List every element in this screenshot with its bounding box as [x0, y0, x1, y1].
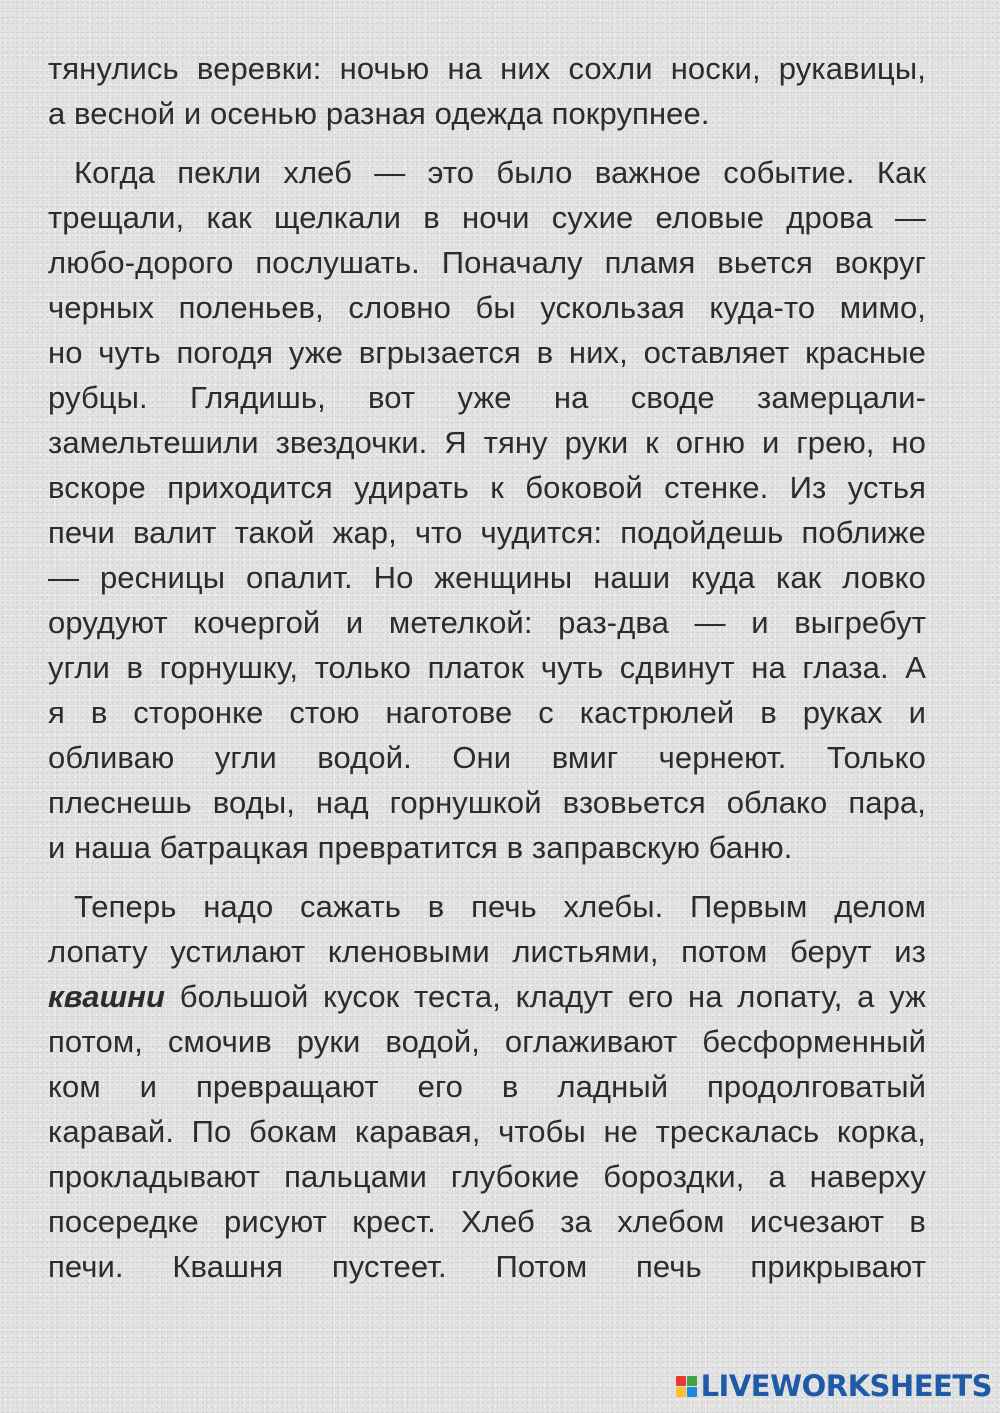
liveworksheets-logo-icon	[676, 1376, 697, 1397]
text-line: а весной и осенью разная одежда покрупнее.	[48, 96, 710, 131]
text-line: Когда пекли хлеб — это было важное событие. Как	[74, 155, 926, 190]
text-line: — ресницы опалит. Но женщины наши куда как ловко	[48, 560, 926, 595]
text-line: угли в горнушку, только платок чуть сдвинут на глаза. А	[48, 650, 926, 685]
paragraph-gap	[48, 136, 926, 150]
text-line: рубцы. Глядишь, вот уже на своде замерцали-	[48, 380, 926, 415]
text-line: плеснешь воды, над горнушкой взовьется облако пара,	[48, 785, 926, 820]
text-line: но чуть погодя уже вгрызается в них, оставляет красные	[48, 335, 926, 370]
emphasized-word: квашни	[48, 979, 166, 1014]
text-line: потом, смочив руки водой, оглаживают бесформенный	[48, 1024, 926, 1059]
text-line: прокладывают пальцами глубокие бороздки, а наверху	[48, 1159, 926, 1194]
text-line: орудуют кочергой и метелкой: раз-два — и выгребут	[48, 605, 926, 640]
paragraph-gap	[48, 870, 926, 884]
document-page	[48, 46, 926, 1289]
text-line	[48, 974, 926, 1019]
text-line: любо-дорого послушать. Поначалу пламя вьется вокруг	[48, 245, 926, 280]
text-line: каравай. По бокам каравая, чтобы не трескалась корка,	[48, 1114, 926, 1149]
text-line: вскоре приходится удирать к боковой стенке. Из устья	[48, 470, 926, 505]
text-line: лопату устилают кленовыми листьями, потом берут из	[48, 934, 926, 969]
text-line: посередке рисуют крест. Хлеб за хлебом исчезают в	[48, 1204, 926, 1239]
text-line: обливаю угли водой. Они вмиг чернеют. Только	[48, 740, 926, 775]
text-line: трещали, как щелкали в ночи сухие еловые дрова —	[48, 200, 926, 235]
text-line: замельтешили звездочки. Я тяну руки к огню и грею, но	[48, 425, 926, 460]
text-line: печи. Квашня пустеет. Потом печь прикрывают	[48, 1249, 926, 1284]
text-line: я в сторонке стою наготове с кастрюлей в руках и	[48, 695, 926, 730]
text-line: и наша батрацкая превратится в заправскую баню.	[48, 830, 793, 865]
text-line: черных поленьев, словно бы ускользая куда-то мимо,	[48, 290, 926, 325]
text-line: печи валит такой жар, что чудится: подойдешь поближе	[48, 515, 926, 550]
brand-name: LIVEWORKSHEETS	[700, 1369, 992, 1403]
footer-brand	[676, 1369, 992, 1403]
text-line-rest: большой кусок теста, кладут его на лопату, а уж	[165, 979, 926, 1014]
text-line: ком и превращают его в ладный продолговатый	[48, 1069, 926, 1104]
text-line: Теперь надо сажать в печь хлебы. Первым делом	[74, 889, 926, 924]
text-line: тянулись веревки: ночью на них сохли носки, рукавицы,	[48, 51, 926, 86]
